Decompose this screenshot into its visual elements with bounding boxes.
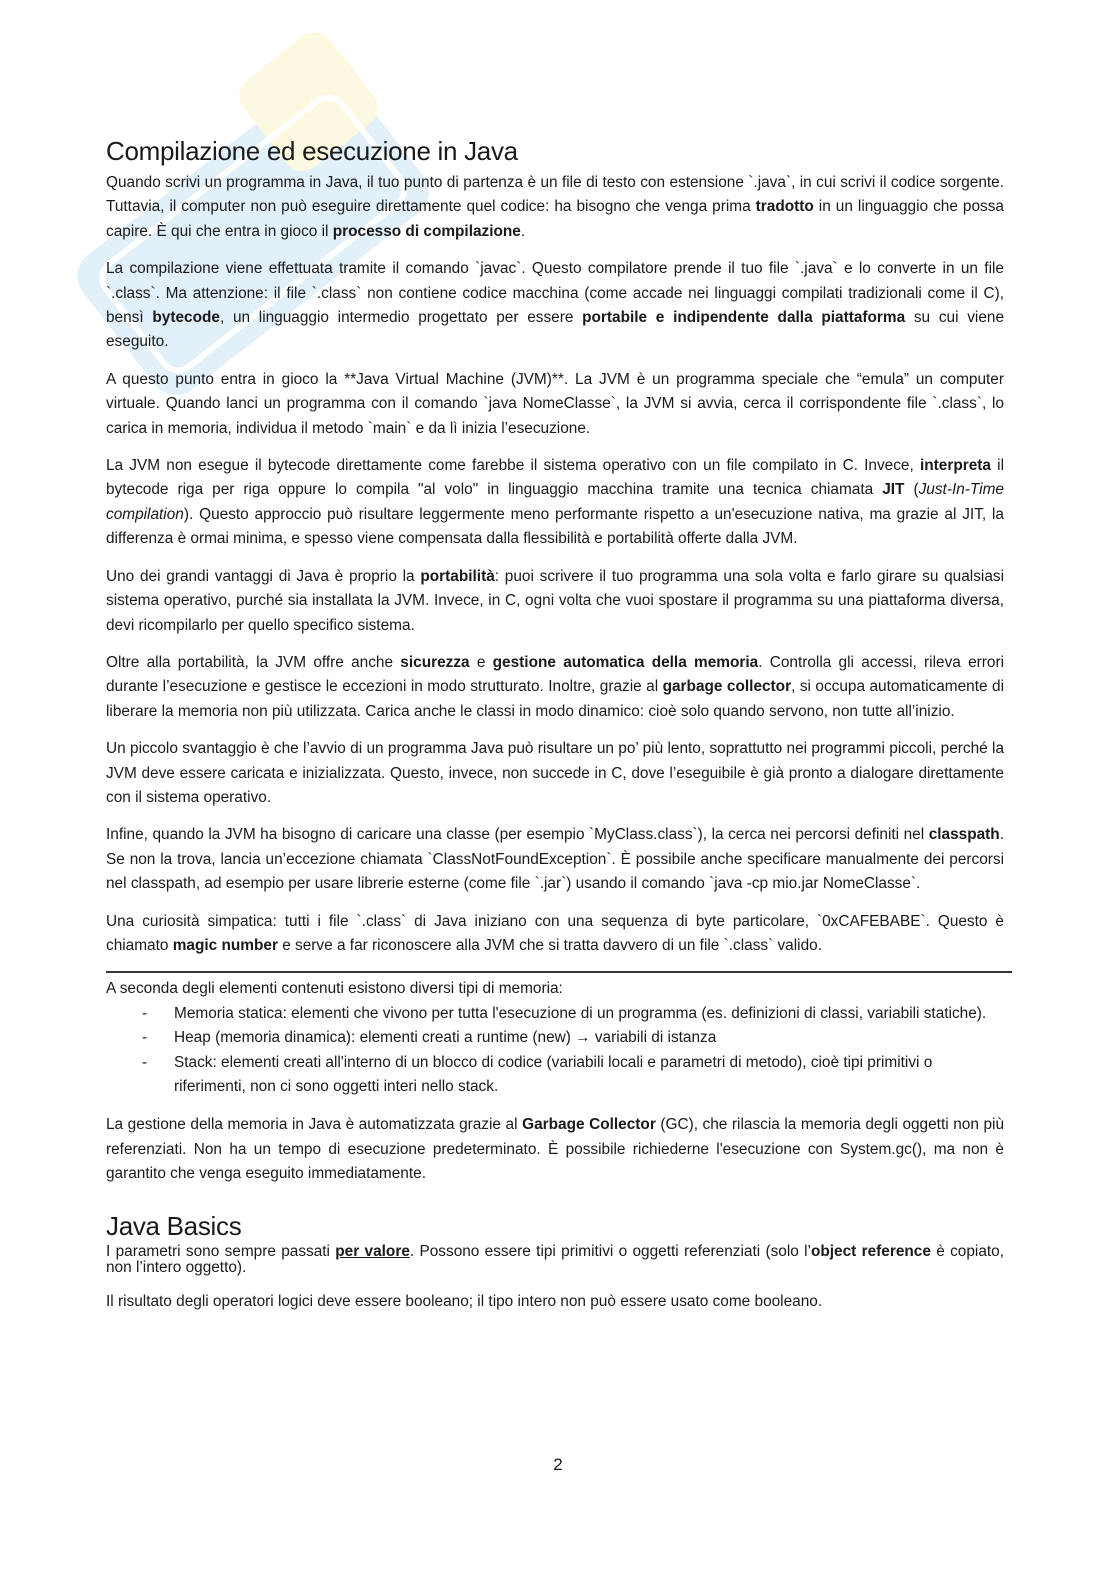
bold-term-interpreta: interpreta — [919, 457, 991, 475]
bold-term-garbage-collector: garbage collector — [662, 678, 792, 696]
text-span: e serve a far riconoscere alla JVM che si tratta davvero di un file `.class` valido. — [277, 936, 822, 954]
text-span: La gestione della memoria in Java è automatizzata grazie al — [106, 1116, 523, 1134]
bold-term-magic-number: magic number — [172, 936, 278, 954]
paragraph-operatori-logici: Il risultato degli operatori logici deve essere booleano; il tipo intero non può essere usato come booleano. — [106, 1292, 823, 1310]
text-span: ). Questo approccio può risultare leggermente meno performante rispetto a un'esecuzione nativa, ma grazie al JIT, la differenza è ormai minima, e spesso viene compensata dalla flessibilità e portabilità offerte dalla JVM. — [106, 505, 1004, 548]
bold-term-object-reference: object reference — [810, 1242, 931, 1260]
memory-intro: A seconda degli elementi contenuti esistono diversi tipi di memoria: — [106, 980, 563, 998]
dash-bullet: - — [142, 1053, 148, 1071]
list-item-text: Memoria statica: elementi che vivono per tutta l'esecuzione di un programma (es. definizioni di classi, variabili statiche). — [174, 1004, 987, 1022]
text-span: è copiato, non l’intero oggetto). — [106, 1242, 1004, 1276]
text-span: . Controlla gli accessi, rileva errori durante l’esecuzione e gestisce le eccezioni in modo strutturato. Inoltre, grazie al — [106, 653, 1004, 696]
paragraph-magic-number — [106, 910, 1004, 959]
paragraph-svantaggio: Un piccolo svantaggio è che l’avvio di un programma Java può risultare un po’ più lento, soprattutto nei programmi piccoli, perché la JVM deve essere caricata e inizializzata. Questo, invece, non succede in C, dove l’eseguibile è già pronto a dialogare direttamente con il sistema operativo. — [106, 740, 1004, 806]
text-span: ( — [904, 481, 919, 499]
paragraph-garbage-collector — [106, 1113, 1004, 1186]
text-span: in un linguaggio che possa capire. È qui che entra in gioco il — [106, 198, 1004, 240]
bold-term-sicurezza: sicurezza — [400, 653, 470, 671]
paragraph-sicurezza — [106, 651, 1004, 724]
bold-term-portabilita: portabilità — [420, 567, 495, 585]
text-span: La compilazione viene effettuata tramite il comando `javac`. Questo compilatore prende il tuo file `.java` e lo converte in un file `.class`. Ma attenzione: il file `.class` non contiene codice macchina (come accade nei linguaggi compilati tradizionali come il C), bensì — [106, 260, 1004, 327]
text-span: La JVM non esegue il bytecode direttamente come farebbe il sistema operativo con un file compilato in C. Invece, — [106, 457, 920, 475]
section-title-compilazione: Compilazione ed esecuzione in Java — [106, 136, 518, 166]
text-span: su cui viene eseguito. — [106, 309, 1005, 351]
list-item-stack — [106, 1051, 1004, 1100]
text-span: Quando scrivi un programma in Java, il tuo punto di partenza è un file di testo con estensione `.java`, in cui scrivi il codice sorgente. Tuttavia, il computer non può eseguire direttamente quel codice: ha bisogno che venga prima — [106, 174, 1004, 216]
bold-term-tradotto: tradotto — [755, 198, 814, 216]
text-span: Oltre alla portabilità, la JVM offre anche — [106, 653, 401, 671]
list-item-text: Stack: elementi creati all'interno di un blocco di codice (variabili locali e parametri di metodo), cioè tipi primitivi o riferimenti, non ci sono oggetti interi nello stack. — [174, 1053, 933, 1095]
text-span: Infine, quando la JVM ha bisogno di caricare una classe (per esempio `MyClass.class`), la cerca nei percorsi definiti nel — [106, 826, 929, 844]
bold-term-portabile: portabile e indipendente dalla piattaforma — [582, 309, 906, 327]
horizontal-rule — [106, 971, 1012, 973]
text-span: : puoi scrivere il tuo programma una sola volta e farlo girare su qualsiasi sistema operativo, purché sia installata la JVM. Invece, in C, ogni volta che vuoi spostare il programma su una piattaforma diversa, devi ricompilarlo per quello specifico sistema. — [106, 567, 1005, 634]
text-span: e — [469, 653, 493, 671]
bold-term-processo: processo di compilazione — [332, 222, 521, 240]
underlined-term-per-valore: per valore — [335, 1242, 410, 1260]
paragraph-intro — [106, 171, 1004, 244]
bold-term-classpath: classpath — [928, 826, 1000, 844]
bold-term-gestione-memoria: gestione automatica della memoria — [492, 653, 759, 671]
dash-bullet: - — [142, 1029, 148, 1047]
text-span: Una curiosità simpatica: tutti i file `.class` di Java iniziano con una sequenza di byte particolare, `0xCAFEBABE`. Questo è chiamato — [106, 912, 1004, 954]
text-span: il bytecode riga per riga oppure lo compila "al volo" in linguaggio macchina tramite una tecnica chiamata — [106, 457, 1004, 499]
italic-term-jit: Just-In-Time compilation — [106, 481, 1004, 523]
list-item-heap — [106, 1026, 1004, 1050]
text-span: , si occupa automaticamente di liberare la memoria non più utilizzata. Carica anche le classi in modo dinamico: cioè solo quando servono, non tutte all’inizio. — [106, 678, 1004, 720]
text-span: Uno dei grandi vantaggi di Java è proprio la — [106, 567, 421, 585]
section-title-java-basics: Java Basics — [106, 1210, 242, 1241]
text-span: . Se non la trova, lancia un’eccezione chiamata `ClassNotFoundException`. È possibile anche specificare manualmente dei percorsi nel classpath, ad esempio per usare librerie esterne (come file `.jar`) usando il comando `java -cp mio.jar NomeClasse`. — [106, 826, 1004, 893]
paragraph-parametri — [106, 1244, 1004, 1276]
list-item-memoria-statica — [106, 1002, 1004, 1026]
text-span: , un linguaggio intermedio progettato per essere — [219, 309, 583, 327]
bold-term-gc: Garbage Collector — [522, 1116, 656, 1134]
paragraph-classpath — [106, 823, 1004, 896]
document-page — [106, 136, 1004, 1327]
bold-term-bytecode: bytecode — [152, 309, 220, 327]
bold-term-jit: JIT — [882, 481, 905, 499]
text-span: . Possono essere tipi primitivi o oggetti referenziati (solo l’ — [409, 1242, 811, 1260]
paragraph-javac — [106, 257, 1004, 355]
text-span: I parametri sono sempre passati — [106, 1242, 336, 1260]
paragraph-portabilita — [106, 565, 1004, 638]
memory-types-list — [106, 1002, 1004, 1100]
list-item-text: Heap (memoria dinamica): elementi creati a runtime (new) → variabili di istanza — [174, 1029, 717, 1047]
paragraph-jit — [106, 454, 1004, 552]
dash-bullet: - — [142, 1004, 148, 1022]
text-span: . — [520, 222, 526, 240]
text-span: (GC), che rilascia la memoria degli oggetti non più referenziati. Non ha un tempo di esecuzione predeterminato. È possibile richiederne l'esecuzione con System.gc(), ma non è garantito che venga eseguito immediatamente. — [106, 1116, 1004, 1183]
paragraph-jvm: A questo punto entra in gioco la **Java Virtual Machine (JVM)**. La JVM è un programma speciale che “emula” un computer virtuale. Quando lanci un programma con il comando `java NomeClasse`, la JVM si avvia, cerca il corrispondente file `.class`, lo carica in memoria, individua il metodo `main` e da lì inizia l’esecuzione. — [106, 370, 1004, 437]
page-number: 2 — [553, 1455, 563, 1474]
